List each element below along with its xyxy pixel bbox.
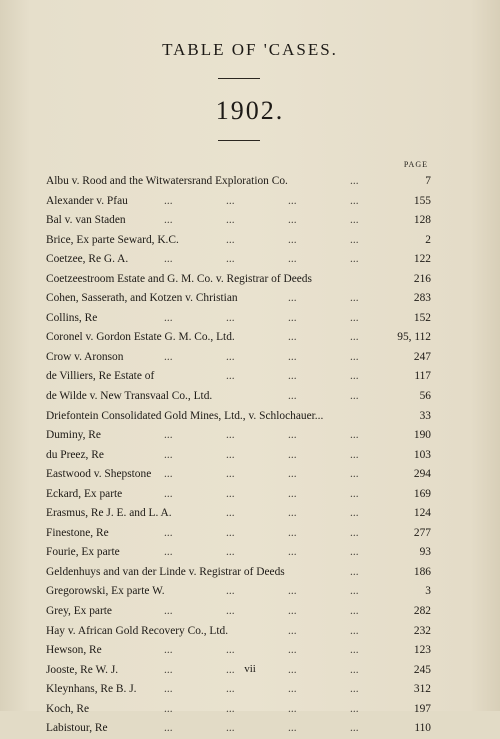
leader-dot-group: ... xyxy=(226,722,235,735)
case-page-number: 56 xyxy=(419,390,431,403)
list-item xyxy=(46,543,431,563)
leader-dots xyxy=(164,582,448,602)
list-item xyxy=(46,328,431,348)
case-name: Alexander v. Pfau xyxy=(46,194,128,207)
leader-dot-group: ... xyxy=(226,605,235,618)
case-name: Kleynhans, Re B. J. xyxy=(46,683,137,696)
leader-dot-group: ... xyxy=(288,350,297,363)
case-page-number: 117 xyxy=(414,370,431,383)
case-name: Labistour, Re xyxy=(46,722,108,735)
leader-dots xyxy=(164,504,448,524)
leader-dots xyxy=(164,192,386,212)
list-item xyxy=(46,700,431,720)
list-item xyxy=(46,172,431,192)
case-page-number: 152 xyxy=(413,311,431,324)
leader-dots xyxy=(164,328,500,348)
leader-dot-group: ... xyxy=(164,702,173,715)
leader-dot-group: ... xyxy=(164,487,173,500)
leader-dot-group: ... xyxy=(226,233,235,246)
case-name: Albu v. Rood and the Witwatersrand Exploration Co. xyxy=(46,175,288,187)
list-item xyxy=(46,504,431,524)
leader-dot-group: ... xyxy=(164,448,173,461)
list-item xyxy=(46,465,431,485)
leader-dot-group: ... xyxy=(164,663,173,676)
case-page-number: 93 xyxy=(419,546,431,559)
case-page-number: 95, 112 xyxy=(397,331,431,344)
leader-dots xyxy=(164,680,386,700)
page-column-label: PAGE xyxy=(403,160,428,169)
leader-dot-group: ... xyxy=(164,605,173,618)
leader-dots xyxy=(164,465,386,485)
case-name: Crow v. Aronson xyxy=(46,350,124,363)
case-name: Erasmus, Re J. E. and L. A. xyxy=(46,507,172,520)
case-page-number: 216 xyxy=(413,272,431,285)
leader-dot-group: ... xyxy=(350,292,359,305)
list-item xyxy=(46,192,431,212)
leader-dot-group: ... xyxy=(350,722,359,735)
leader-dot-group: ... xyxy=(350,546,359,559)
case-page-number: 190 xyxy=(413,429,431,442)
leader-dots xyxy=(164,426,386,446)
leader-dot-group: ... xyxy=(288,194,297,207)
case-name: Collins, Re xyxy=(46,311,98,324)
leader-dot-group: ... xyxy=(288,468,297,481)
list-item xyxy=(46,485,431,505)
leader-dot-group: ... xyxy=(288,214,297,227)
leader-dot-group: ... xyxy=(350,370,359,383)
year-rule xyxy=(218,140,260,141)
list-item xyxy=(46,250,431,270)
leader-dot-group: ... xyxy=(164,468,173,481)
leader-dot-group: ... xyxy=(164,429,173,442)
case-page-number: 169 xyxy=(413,487,431,500)
list-item xyxy=(46,387,431,407)
case-name: Driefontein Consolidated Gold Mines, Ltd., v. Schlochauer... xyxy=(46,409,324,422)
leader-dot-group: ... xyxy=(288,507,297,520)
leader-dot-group: ... xyxy=(350,585,359,598)
heading-rule xyxy=(218,78,260,79)
leader-dot-group: ... xyxy=(226,487,235,500)
leader-dot-group: ... xyxy=(350,702,359,715)
leader-dot-group: ... xyxy=(350,565,359,578)
case-name: Grey, Ex parte xyxy=(46,605,112,618)
case-page-number: 155 xyxy=(413,194,431,207)
leader-dot-group: ... xyxy=(350,507,359,520)
list-item xyxy=(46,407,431,427)
leader-dots xyxy=(164,446,386,466)
leader-dot-group: ... xyxy=(164,526,173,539)
leader-dot-group: ... xyxy=(164,683,173,696)
case-name: Koch, Re xyxy=(46,702,90,715)
case-name: Coronel v. Gordon Estate G. M. Co., Ltd. xyxy=(46,331,235,344)
leader-dot-group: ... xyxy=(288,390,297,403)
case-page-number: 197 xyxy=(413,702,431,715)
leader-dot-group: ... xyxy=(226,526,235,539)
case-name: Brice, Ex parte Seward, K.C. xyxy=(46,233,179,246)
leader-dots xyxy=(164,387,500,407)
leader-dot-group: ... xyxy=(288,546,297,559)
leader-dots xyxy=(164,543,386,563)
leader-dot-group: ... xyxy=(226,663,235,676)
leader-dot-group: ... xyxy=(288,311,297,324)
case-page-number: 3 xyxy=(425,585,431,598)
leader-dots xyxy=(164,602,386,622)
list-item xyxy=(46,446,431,466)
case-page-number: 33 xyxy=(419,409,431,422)
case-name: du Preez, Re xyxy=(46,448,104,461)
leader-dots xyxy=(164,348,386,368)
leader-dots xyxy=(164,641,386,661)
list-item xyxy=(46,270,431,290)
case-page-number: 294 xyxy=(413,468,431,481)
leader-dot-group: ... xyxy=(350,175,359,187)
list-item xyxy=(46,348,431,368)
case-page-number: 283 xyxy=(413,292,431,305)
leader-dots xyxy=(164,172,500,192)
leader-dots xyxy=(164,524,386,544)
leader-dot-group: ... xyxy=(226,311,235,324)
leader-dot-group: ... xyxy=(164,722,173,735)
case-name: Eastwood v. Shepstone xyxy=(46,468,152,481)
case-name: Jooste, Re W. J. xyxy=(46,663,119,676)
case-page-number: 128 xyxy=(413,214,431,227)
case-name: Hewson, Re xyxy=(46,644,102,657)
leader-dot-group: ... xyxy=(288,585,297,598)
page-folio: vii xyxy=(244,663,256,675)
leader-dots xyxy=(164,211,386,231)
leader-dots xyxy=(164,309,386,329)
case-name: Hay v. African Gold Recovery Co., Ltd. xyxy=(46,624,229,637)
leader-dot-group: ... xyxy=(226,507,235,520)
leader-dot-group: ... xyxy=(226,350,235,363)
case-page-number: 122 xyxy=(413,253,431,266)
leader-dot-group: ... xyxy=(288,233,297,246)
leader-dots xyxy=(164,231,448,251)
list-item xyxy=(46,289,431,309)
leader-dot-group: ... xyxy=(226,429,235,442)
leader-dot-group: ... xyxy=(288,702,297,715)
leader-dot-group: ... xyxy=(226,644,235,657)
list-item xyxy=(46,641,431,661)
leader-dots xyxy=(164,367,448,387)
list-item xyxy=(46,211,431,231)
case-page-number: 282 xyxy=(413,605,431,618)
leader-dot-group: ... xyxy=(350,605,359,618)
list-item xyxy=(46,524,431,544)
list-item xyxy=(46,231,431,251)
leader-dot-group: ... xyxy=(350,663,359,676)
case-name: Cohen, Sasserath, and Kotzen v. Christian xyxy=(46,292,238,305)
case-name: Fourie, Ex parte xyxy=(46,546,120,559)
leader-dots xyxy=(164,485,386,505)
leader-dot-group: ... xyxy=(226,683,235,696)
leader-dot-group: ... xyxy=(288,605,297,618)
leader-dot-group: ... xyxy=(288,683,297,696)
leader-dot-group: ... xyxy=(226,194,235,207)
leader-dot-group: ... xyxy=(350,624,359,637)
leader-dot-group: ... xyxy=(226,214,235,227)
leader-dot-group: ... xyxy=(350,350,359,363)
case-name: de Wilde v. New Transvaal Co., Ltd. xyxy=(46,390,213,403)
leader-dot-group: ... xyxy=(350,448,359,461)
leader-dot-group: ... xyxy=(226,448,235,461)
list-item xyxy=(46,309,431,329)
list-item xyxy=(46,426,431,446)
leader-dot-group: ... xyxy=(226,253,235,266)
leader-dot-group: ... xyxy=(288,331,297,344)
case-page-number: 7 xyxy=(425,175,431,187)
leader-dot-group: ... xyxy=(350,390,359,403)
case-page-number: 277 xyxy=(413,526,431,539)
list-item xyxy=(46,680,431,700)
list-item xyxy=(46,622,431,642)
leader-dot-group: ... xyxy=(164,546,173,559)
leader-dot-group: ... xyxy=(164,311,173,324)
case-page-number: 2 xyxy=(425,233,431,246)
leader-dot-group: ... xyxy=(288,448,297,461)
leader-dot-group: ... xyxy=(350,214,359,227)
case-page-number: 247 xyxy=(413,350,431,363)
case-page-number: 186 xyxy=(413,565,431,578)
leader-dot-group: ... xyxy=(288,526,297,539)
leader-dot-group: ... xyxy=(288,644,297,657)
leader-dots xyxy=(164,289,500,309)
leader-dot-group: ... xyxy=(164,253,173,266)
case-name: Eckard, Ex parte xyxy=(46,487,123,500)
leader-dot-group: ... xyxy=(288,487,297,500)
list-item xyxy=(46,367,431,387)
leader-dot-group: ... xyxy=(350,683,359,696)
leader-dots xyxy=(164,622,500,642)
leader-dot-group: ... xyxy=(350,311,359,324)
leader-dot-group: ... xyxy=(288,722,297,735)
case-name: Coetzeestroom Estate and G. M. Co. v. Registrar of Deeds xyxy=(46,272,312,285)
case-name: Geldenhuys and van der Linde v. Registrar of Deeds xyxy=(46,565,285,578)
leader-dots xyxy=(164,719,386,739)
leader-dot-group: ... xyxy=(226,702,235,715)
year-heading: 1902. xyxy=(215,96,285,125)
leader-dots xyxy=(164,700,386,720)
leader-dot-group: ... xyxy=(288,429,297,442)
list-item xyxy=(46,563,431,583)
case-page-number: 245 xyxy=(413,663,431,676)
list-item xyxy=(46,719,431,739)
leader-dot-group: ... xyxy=(226,468,235,481)
leader-dot-group: ... xyxy=(350,233,359,246)
leader-dot-group: ... xyxy=(350,526,359,539)
leader-dot-group: ... xyxy=(164,194,173,207)
list-item xyxy=(46,582,431,602)
page-heading: TABLE OF 'CASES. xyxy=(162,40,338,59)
leader-dot-group: ... xyxy=(288,292,297,305)
case-name: Finestone, Re xyxy=(46,526,109,539)
case-page-number: 124 xyxy=(413,507,431,520)
leader-dot-group: ... xyxy=(226,546,235,559)
case-page-number: 123 xyxy=(413,644,431,657)
leader-dot-group: ... xyxy=(288,624,297,637)
leader-dot-group: ... xyxy=(226,370,235,383)
case-name: Bal v. van Staden xyxy=(46,214,126,227)
case-name: Coetzee, Re G. A. xyxy=(46,253,129,266)
leader-dot-group: ... xyxy=(350,644,359,657)
case-name: Gregorowski, Ex parte W. xyxy=(46,585,165,598)
leader-dot-group: ... xyxy=(164,644,173,657)
case-page-number: 232 xyxy=(413,624,431,637)
leader-dot-group: ... xyxy=(350,429,359,442)
leader-dot-group: ... xyxy=(350,331,359,344)
leader-dot-group: ... xyxy=(164,214,173,227)
case-page-number: 312 xyxy=(413,683,431,696)
case-name: Duminy, Re xyxy=(46,429,101,442)
leader-dot-group: ... xyxy=(350,468,359,481)
leader-dots xyxy=(164,563,500,583)
case-page-number: 110 xyxy=(414,722,431,735)
case-page-number: 103 xyxy=(413,448,431,461)
leader-dot-group: ... xyxy=(226,585,235,598)
case-name: de Villiers, Re Estate of xyxy=(46,370,155,383)
leader-dots xyxy=(164,250,386,270)
leader-dot-group: ... xyxy=(164,350,173,363)
leader-dot-group: ... xyxy=(350,194,359,207)
leader-dot-group: ... xyxy=(350,487,359,500)
leader-dot-group: ... xyxy=(288,253,297,266)
cases-list xyxy=(46,172,431,739)
list-item xyxy=(46,602,431,622)
leader-dot-group: ... xyxy=(288,663,297,676)
leader-dot-group: ... xyxy=(288,370,297,383)
leader-dot-group: ... xyxy=(350,253,359,266)
